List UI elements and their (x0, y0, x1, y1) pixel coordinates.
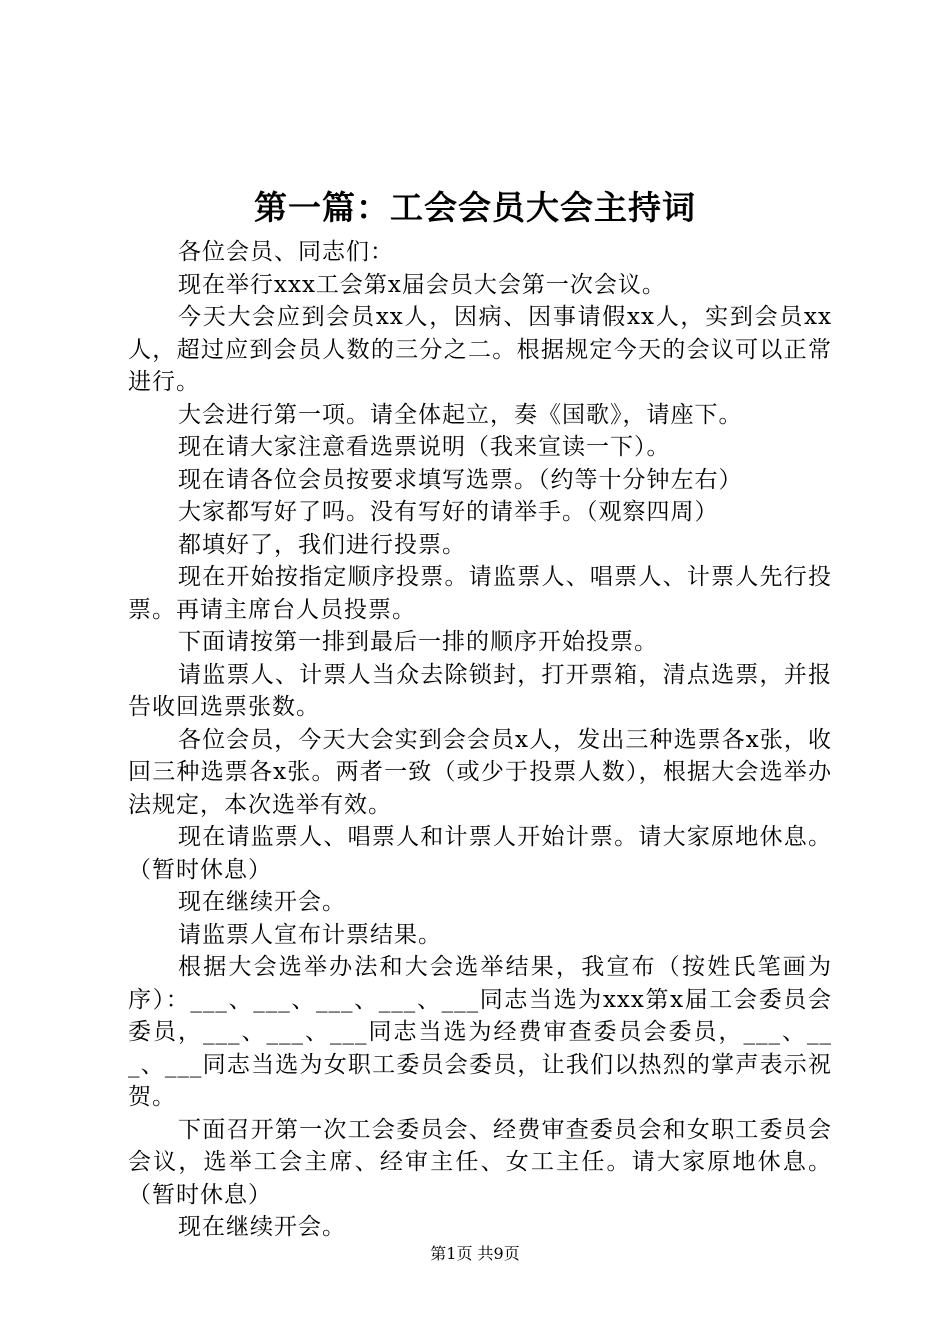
paragraph: 大会进行第一项。请全体起立，奏《国歌》，请座下。 (178, 401, 743, 428)
document-title: 第一篇：工会会员大会主持词 (254, 188, 696, 227)
paragraph: 请监票人宣布计票结果。 (178, 921, 442, 948)
paragraph: 现在请大家注意看选票说明（我来宣读一下）。 (178, 434, 671, 460)
paragraph: 现在继续开会。 (178, 889, 346, 915)
paragraph: 根据大会选举办法和大会选举结果，我宣布（按姓氏笔画为序）：___、___、___、___、___同志当选为xxx第x届工会委员会委员，___、___、___同志当选为经费审查委员会委员，___、___、___同志当选为女职工委员会委员，让我们以热烈的掌声表示祝贺。 (128, 954, 832, 1110)
paragraph: 今天大会应到会员xx人，因病、因事请假xx人，实到会员xx人，超过应到会员人数的三分之二。根据规定今天的会议可以正常进行。 (128, 304, 832, 395)
paragraph: 现在继续开会。 (178, 1214, 346, 1240)
page-footer: 第1页 共9页 (430, 1244, 520, 1263)
paragraph: 现在请各位会员按要求填写选票。（约等十分钟左右） (178, 466, 743, 493)
document-body (128, 236, 832, 1244)
paragraph: 下面召开第一次工会委员会、经费审查委员会和女职工委员会会议，选举工会主席、经审主任、女工主任。请大家原地休息。（暂时休息） (128, 1116, 832, 1208)
paragraph: 现在开始按指定顺序投票。请监票人、唱票人、计票人先行投票。再请主席台人员投票。 (128, 564, 832, 623)
paragraph: 各位会员，今天大会实到会会员x人，发出三种选票各x张，收回三种选票各x张。两者一致（或少于投票人数），根据大会选举办法规定，本次选举有效。 (128, 726, 832, 818)
paragraph: 各位会员、同志们： (178, 239, 394, 265)
paragraph: 下面请按第一排到最后一排的顺序开始投票。 (178, 629, 658, 655)
paragraph: 大家都写好了吗。没有写好的请举手。（观察四周） (178, 499, 719, 525)
paragraph: 请监票人、计票人当众去除锁封，打开票箱，清点选票，并报告收回选票张数。 (128, 661, 832, 720)
paragraph: 现在请监票人、唱票人和计票人开始计票。请大家原地休息。（暂时休息） (128, 824, 832, 883)
paragraph: 都填好了，我们进行投票。 (178, 531, 466, 558)
paragraph: 现在举行xxx工会第x届会员大会第一次会议。 (178, 271, 666, 298)
